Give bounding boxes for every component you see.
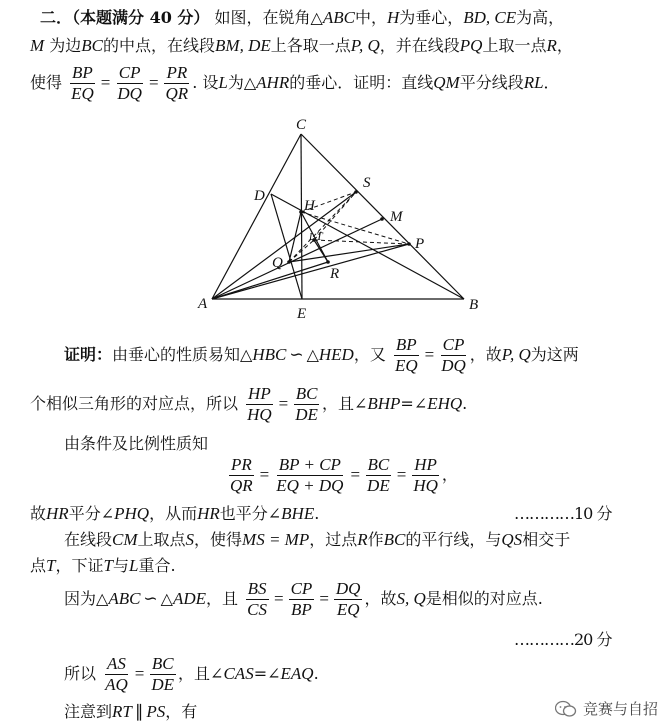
text: .	[314, 504, 320, 523]
denominator: HQ	[247, 405, 272, 424]
text: ，有	[165, 702, 198, 721]
text: 在线段	[64, 530, 113, 549]
fraction	[149, 654, 176, 695]
denominator: EQ + DQ	[276, 476, 344, 495]
numerator: PR	[166, 63, 188, 82]
math: BHE	[281, 504, 315, 523]
denominator: DE	[367, 476, 390, 495]
text: 是相似的对应点.	[425, 589, 543, 608]
text: ，故	[364, 589, 397, 608]
text: 由垂心的性质易知△	[112, 345, 253, 364]
text: 作	[367, 530, 384, 549]
math: EAQ	[280, 664, 314, 683]
math: R	[357, 530, 368, 549]
math: HBC	[252, 345, 287, 364]
text: ，并在线段	[379, 36, 460, 55]
math: M	[30, 36, 45, 55]
numerator: BS	[247, 579, 267, 598]
label-L: L	[309, 232, 315, 243]
fraction	[289, 579, 315, 620]
denominator: DE	[295, 405, 318, 424]
math: R	[546, 36, 557, 55]
proof-line-3	[64, 434, 208, 454]
proof-line-2: 个相似三角形的对应点，所以 $\frac{HP}{HQ}$ = $\frac{BC}{DE}$ ，且∠BHP=∠EHQ.	[30, 384, 468, 424]
text: 上取点	[137, 530, 186, 549]
text: ，	[556, 36, 573, 55]
fraction	[164, 63, 191, 104]
text: 为这两	[530, 345, 579, 364]
problem-line-3: 使得 $\frac{BP}{EQ}$ = $\frac{CP}{DQ}$ = $\frac{PR}{QR}$ . 设L为△AHR的垂心．证明：直线QM平分线段RL．	[30, 63, 560, 103]
proof-line-4: $\frac{PR}{QR}$ = $\frac{BP + CP}{EQ + DQ}$ = $\frac{BC}{DE}$ = $\frac{HP}{HQ}$ ，	[230, 455, 458, 495]
fraction	[103, 654, 130, 695]
text: ，故	[469, 345, 502, 364]
numerator: BP	[395, 335, 417, 354]
label-H: H	[304, 198, 315, 214]
text: ．	[543, 73, 560, 92]
point-Q	[287, 260, 291, 264]
math: L	[218, 73, 228, 92]
denominator: QR	[230, 476, 253, 495]
point-R	[326, 260, 330, 264]
wechat-icon	[555, 700, 577, 718]
segment-AS	[212, 192, 356, 299]
math: S	[185, 530, 195, 549]
text: ，且∠	[178, 664, 224, 683]
numerator: PR	[230, 455, 252, 474]
altitude-BD	[271, 194, 464, 299]
denominator: HQ	[413, 476, 438, 495]
text: ，又	[353, 345, 386, 364]
text: 为垂心，	[399, 8, 464, 27]
point-P	[407, 242, 411, 246]
fraction	[365, 455, 392, 496]
text: 使得	[30, 73, 63, 92]
symbol: ∽	[289, 345, 304, 364]
text: ，下证	[55, 556, 104, 575]
text: 个相似三角形的对应点，所以	[30, 394, 239, 413]
fraction	[439, 335, 468, 376]
label-R: R	[330, 266, 340, 282]
text: 的中点，在线段	[103, 36, 216, 55]
numerator: BC	[295, 384, 318, 403]
math: EHQ	[427, 394, 463, 413]
math: HED	[318, 345, 354, 364]
text: 也平分∠	[219, 504, 282, 523]
text: 上取一点	[482, 36, 547, 55]
math: P, Q	[501, 345, 531, 364]
denominator: EQ	[394, 356, 418, 375]
denominator: BP	[291, 600, 312, 619]
math: BHP	[367, 394, 401, 413]
problem-line-2	[30, 36, 573, 56]
math: HR	[46, 504, 69, 523]
segment-RT	[314, 240, 328, 262]
text: 由条件及比例性质知	[64, 434, 209, 453]
denominator: DE	[151, 675, 175, 694]
numerator: HP	[414, 455, 437, 474]
side-BC	[301, 134, 464, 299]
numerator: BP	[72, 63, 93, 82]
math: T	[103, 556, 113, 575]
math: BM, DE	[215, 36, 271, 55]
numerator: HP	[248, 384, 271, 403]
text: ，且∠	[321, 394, 368, 413]
text: 因为△	[64, 589, 109, 608]
math: RL	[523, 73, 544, 92]
numerator: CP	[442, 335, 465, 354]
numerator: BC	[151, 654, 174, 673]
text: 重合.	[138, 556, 176, 575]
math: AHR	[256, 73, 290, 92]
segment-HQ	[289, 212, 301, 262]
math: BD, CE	[463, 8, 517, 27]
text: 点	[30, 556, 47, 575]
text: 为△	[227, 73, 257, 92]
math: ABC	[322, 8, 355, 27]
point-M	[380, 217, 384, 221]
text: △	[160, 589, 173, 608]
proof-line-1: 证明：由垂心的性质易知△HBC ∽ △HED，又 $\frac{BP}{EQ}$ = $\frac{CP}{DQ}$ ，故P, Q为这两	[64, 335, 579, 375]
problem-line-1	[40, 8, 564, 28]
math: S, Q	[396, 589, 426, 608]
fraction	[334, 579, 363, 620]
label-D: D	[254, 188, 265, 204]
numerator: BC	[367, 455, 390, 474]
text: 与	[112, 556, 129, 575]
problem-heading: 二．（本题满分 40 分）	[40, 8, 210, 27]
math: T	[46, 556, 56, 575]
denominator: EQ	[336, 600, 360, 619]
fraction	[293, 384, 320, 425]
text: 相交于	[522, 530, 571, 549]
math: PHQ	[114, 504, 150, 523]
fraction	[245, 384, 274, 425]
numerator: DQ	[335, 579, 361, 598]
label-T: T	[316, 229, 323, 243]
score-20: …………20 分	[514, 630, 612, 649]
math: CM	[112, 530, 138, 549]
proof-line-10: 所以 $\frac{AS}{AQ}$ = $\frac{BC}{DE}$ ，且∠CAS=∠EAQ.	[64, 654, 319, 694]
text: △	[306, 345, 319, 364]
text: 所以	[64, 664, 97, 683]
text: ，	[441, 465, 458, 484]
text: 注意到	[64, 702, 113, 721]
label-E: E	[297, 306, 307, 322]
math: BC	[81, 36, 104, 55]
text: ，过点	[309, 530, 358, 549]
denominator: QR	[165, 84, 189, 103]
math: P, Q	[350, 36, 380, 55]
numerator: BP + CP	[278, 455, 341, 474]
numerator: CP	[290, 579, 313, 598]
math: PQ	[459, 36, 483, 55]
proof-line-7	[30, 556, 176, 576]
label-S: S	[363, 175, 371, 191]
numerator: CP	[118, 63, 141, 82]
fraction	[274, 455, 345, 496]
proof-line-8: 因为△ABC ∽ △ADE，且 $\frac{BS}{CS}$ = $\frac{CP}{BP}$ = $\frac{DQ}{EQ}$ ，故S, Q是相似的对应点.	[64, 579, 543, 619]
point-S	[354, 190, 358, 194]
denominator: EQ	[71, 84, 94, 103]
label-P: P	[415, 236, 425, 252]
text: .	[462, 394, 468, 413]
text: . 设	[192, 73, 219, 92]
score-10: …………10 分	[514, 504, 612, 523]
denominator: DQ	[117, 84, 142, 103]
label-Q: Q	[272, 255, 283, 271]
text: 平分∠	[68, 504, 115, 523]
label-M: M	[390, 209, 403, 225]
math: HR	[197, 504, 220, 523]
math: RT	[112, 702, 132, 721]
watermark-text: 竞赛与自招	[582, 700, 658, 718]
fraction	[411, 455, 440, 496]
text: 故	[30, 504, 47, 523]
fraction	[228, 455, 255, 496]
text: 中，	[354, 8, 387, 27]
fraction	[393, 335, 420, 376]
math: MS = MP	[242, 530, 310, 549]
geometry-figure	[196, 112, 496, 322]
denominator: DQ	[441, 356, 466, 375]
text: ，使得	[194, 530, 243, 549]
fraction	[69, 63, 96, 104]
text: 平分线段	[459, 73, 524, 92]
math: ADE	[172, 589, 207, 608]
proof-line-11	[64, 702, 197, 722]
label-C: C	[296, 117, 307, 133]
text: 上各取一点	[270, 36, 351, 55]
proof-line-5	[30, 504, 319, 524]
numerator: AS	[107, 654, 126, 673]
text: 为高，	[516, 8, 565, 27]
math: BC	[383, 530, 406, 549]
text: ，且	[206, 589, 239, 608]
text: 的垂心．证明：直线	[289, 73, 434, 92]
math: ABC	[108, 589, 141, 608]
math: QS	[501, 530, 523, 549]
math: H	[386, 8, 400, 27]
point-H	[299, 210, 303, 214]
denominator: AQ	[105, 675, 128, 694]
text: =∠	[400, 394, 428, 413]
math: L	[128, 556, 139, 575]
label-A: A	[198, 296, 208, 312]
proof-line-6	[64, 530, 570, 550]
watermark	[555, 698, 658, 719]
text: 为边	[49, 36, 82, 55]
fraction	[115, 63, 144, 104]
math: CAS	[223, 664, 254, 683]
math: PS	[146, 702, 166, 721]
text: =∠	[253, 664, 281, 683]
text: .	[313, 664, 319, 683]
proof-label: 证明：	[64, 345, 113, 364]
symbol: ∽	[143, 589, 158, 608]
segment-DE	[271, 194, 302, 299]
text: 的平行线，与	[405, 530, 502, 549]
text: 如图，在锐角△	[214, 8, 323, 27]
text: ，从而	[149, 504, 198, 523]
math: QM	[433, 73, 460, 92]
label-B: B	[469, 297, 479, 313]
symbol: ∥	[134, 702, 144, 721]
denominator: CS	[247, 600, 267, 619]
fraction	[245, 579, 269, 620]
